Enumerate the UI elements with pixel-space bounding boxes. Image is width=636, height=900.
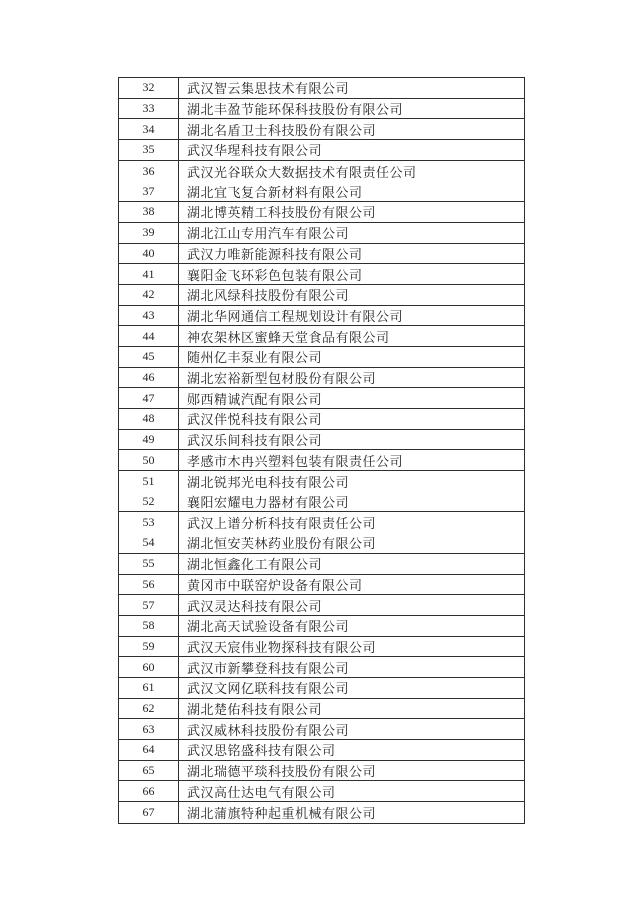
table-row	[119, 595, 524, 616]
company-name-cell: 湖北丰盈节能环保科技股份有限公司	[187, 102, 404, 118]
row-number-cell: 64	[119, 740, 179, 760]
row-number-cell: 38	[119, 202, 179, 222]
table-row	[119, 699, 524, 720]
row-number-cell: 57	[119, 595, 179, 615]
row-number-cell: 61	[119, 678, 179, 698]
row-number-cell: 60	[119, 657, 179, 677]
company-name-cell: 湖北恒鑫化工有限公司	[187, 557, 323, 573]
row-number-cell: 66	[119, 781, 179, 801]
row-number-cell: 41	[119, 264, 179, 284]
company-name-cell: 襄阳金飞环彩色包装有限公司	[187, 267, 363, 283]
table-row	[119, 678, 524, 699]
company-name-cell: 武汉天宸伟业物探科技有限公司	[187, 639, 377, 655]
company-name-cell: 湖北蒲旗特种起重机械有限公司	[187, 805, 377, 821]
row-number-cell: 58	[119, 616, 179, 636]
table-row	[119, 554, 524, 575]
row-number-cell: 32	[119, 78, 179, 98]
company-name-cell: 湖北江山专用汽车有限公司	[187, 226, 350, 242]
table-row	[119, 368, 524, 389]
company-name-cell: 湖北博英精工科技股份有限公司	[187, 205, 377, 221]
table-row	[119, 388, 524, 409]
row-number-cell: 42	[119, 285, 179, 305]
table-row	[119, 657, 524, 678]
table-row	[119, 761, 524, 782]
table-row	[119, 637, 524, 658]
company-name-cell: 湖北宏裕新型包材股份有限公司	[187, 370, 377, 386]
row-number-cell: 65	[119, 761, 179, 781]
table-row	[119, 181, 524, 202]
table-row	[119, 719, 524, 740]
company-name-cell: 武汉力唯新能源科技有限公司	[187, 246, 363, 262]
company-name-cell: 襄阳宏耀电力器材有限公司	[187, 495, 350, 511]
table-row	[119, 244, 524, 265]
company-name-cell: 湖北华网通信工程规划设计有限公司	[187, 308, 404, 324]
company-name-cell: 武汉市新攀登科技有限公司	[187, 660, 350, 676]
company-name-cell: 湖北锐邦光电科技有限公司	[187, 474, 350, 490]
row-number-cell: 43	[119, 306, 179, 326]
company-table	[118, 77, 525, 824]
company-name-cell: 黄冈市中联窑炉设备有限公司	[187, 577, 363, 593]
table-row	[119, 140, 524, 161]
row-number-cell: 56	[119, 575, 179, 595]
row-number-cell: 47	[119, 388, 179, 408]
table-row	[119, 306, 524, 327]
company-name-cell: 武汉高仕达电气有限公司	[187, 784, 336, 800]
table-row	[119, 119, 524, 140]
company-name-cell: 武汉光谷联众大数据技术有限责任公司	[187, 164, 417, 180]
company-name-cell: 武汉威林科技股份有限公司	[187, 722, 350, 738]
company-name-cell: 随州亿丰泵业有限公司	[187, 350, 323, 366]
row-number-cell: 44	[119, 326, 179, 346]
table-row	[119, 223, 524, 244]
row-number-cell: 63	[119, 719, 179, 739]
company-name-cell: 武汉思铭盛科技有限公司	[187, 743, 336, 759]
table-row	[119, 347, 524, 368]
row-number-cell: 59	[119, 637, 179, 657]
table-row	[119, 575, 524, 596]
company-name-cell: 武汉伴悦科技有限公司	[187, 412, 323, 428]
table-row	[119, 533, 524, 554]
table-row	[119, 450, 524, 471]
row-number-cell: 37	[119, 181, 179, 201]
table-row	[119, 740, 524, 761]
company-name-cell: 武汉华瑆科技有限公司	[187, 143, 323, 159]
table-row	[119, 409, 524, 430]
table-row	[119, 616, 524, 637]
table-row	[119, 78, 524, 99]
row-number-cell: 35	[119, 140, 179, 160]
company-name-cell: 湖北恒安芙林药业股份有限公司	[187, 536, 377, 552]
row-number-cell: 49	[119, 430, 179, 450]
company-name-cell: 武汉灵达科技有限公司	[187, 598, 323, 614]
company-name-cell: 湖北瑞德平琰科技股份有限公司	[187, 764, 377, 780]
company-name-cell: 武汉乐间科技有限公司	[187, 433, 323, 449]
table-row	[119, 285, 524, 306]
row-number-cell: 36	[119, 161, 179, 182]
row-number-cell: 51	[119, 471, 179, 492]
row-number-cell: 50	[119, 450, 179, 470]
company-name-cell: 神农架林区蜜蜂天堂食品有限公司	[187, 329, 390, 345]
row-number-cell: 55	[119, 554, 179, 574]
row-number-cell: 40	[119, 244, 179, 264]
row-number-cell: 33	[119, 99, 179, 119]
table-row	[119, 471, 524, 492]
row-number-cell: 54	[119, 533, 179, 553]
table-row	[119, 202, 524, 223]
table-row	[119, 326, 524, 347]
table-row	[119, 802, 524, 823]
table-row	[119, 161, 524, 182]
company-name-cell: 湖北风绿科技股份有限公司	[187, 288, 350, 304]
table-row	[119, 99, 524, 120]
company-name-cell: 武汉智云集思技术有限公司	[187, 81, 350, 97]
table-row	[119, 512, 524, 533]
company-name-cell: 湖北名盾卫士科技股份有限公司	[187, 122, 377, 138]
table-row	[119, 430, 524, 451]
row-number-cell: 67	[119, 802, 179, 823]
row-number-cell: 53	[119, 512, 179, 533]
row-number-cell: 34	[119, 119, 179, 139]
company-name-cell: 武汉文网亿联科技有限公司	[187, 681, 350, 697]
table-row	[119, 781, 524, 802]
row-number-cell: 62	[119, 699, 179, 719]
company-name-cell: 湖北楚佑科技有限公司	[187, 701, 323, 717]
company-name-cell: 湖北高天试验设备有限公司	[187, 619, 350, 635]
row-number-cell: 45	[119, 347, 179, 367]
table-row	[119, 264, 524, 285]
row-number-cell: 48	[119, 409, 179, 429]
row-number-cell: 52	[119, 492, 179, 512]
row-number-cell: 39	[119, 223, 179, 243]
company-name-cell: 郧西精诚汽配有限公司	[187, 391, 323, 407]
company-name-cell: 湖北宜飞复合新材料有限公司	[187, 184, 363, 200]
company-name-cell: 孝感市木冉兴塑料包装有限责任公司	[187, 453, 404, 469]
company-name-cell: 武汉上谱分析科技有限责任公司	[187, 516, 377, 532]
table-row	[119, 492, 524, 513]
row-number-cell: 46	[119, 368, 179, 388]
